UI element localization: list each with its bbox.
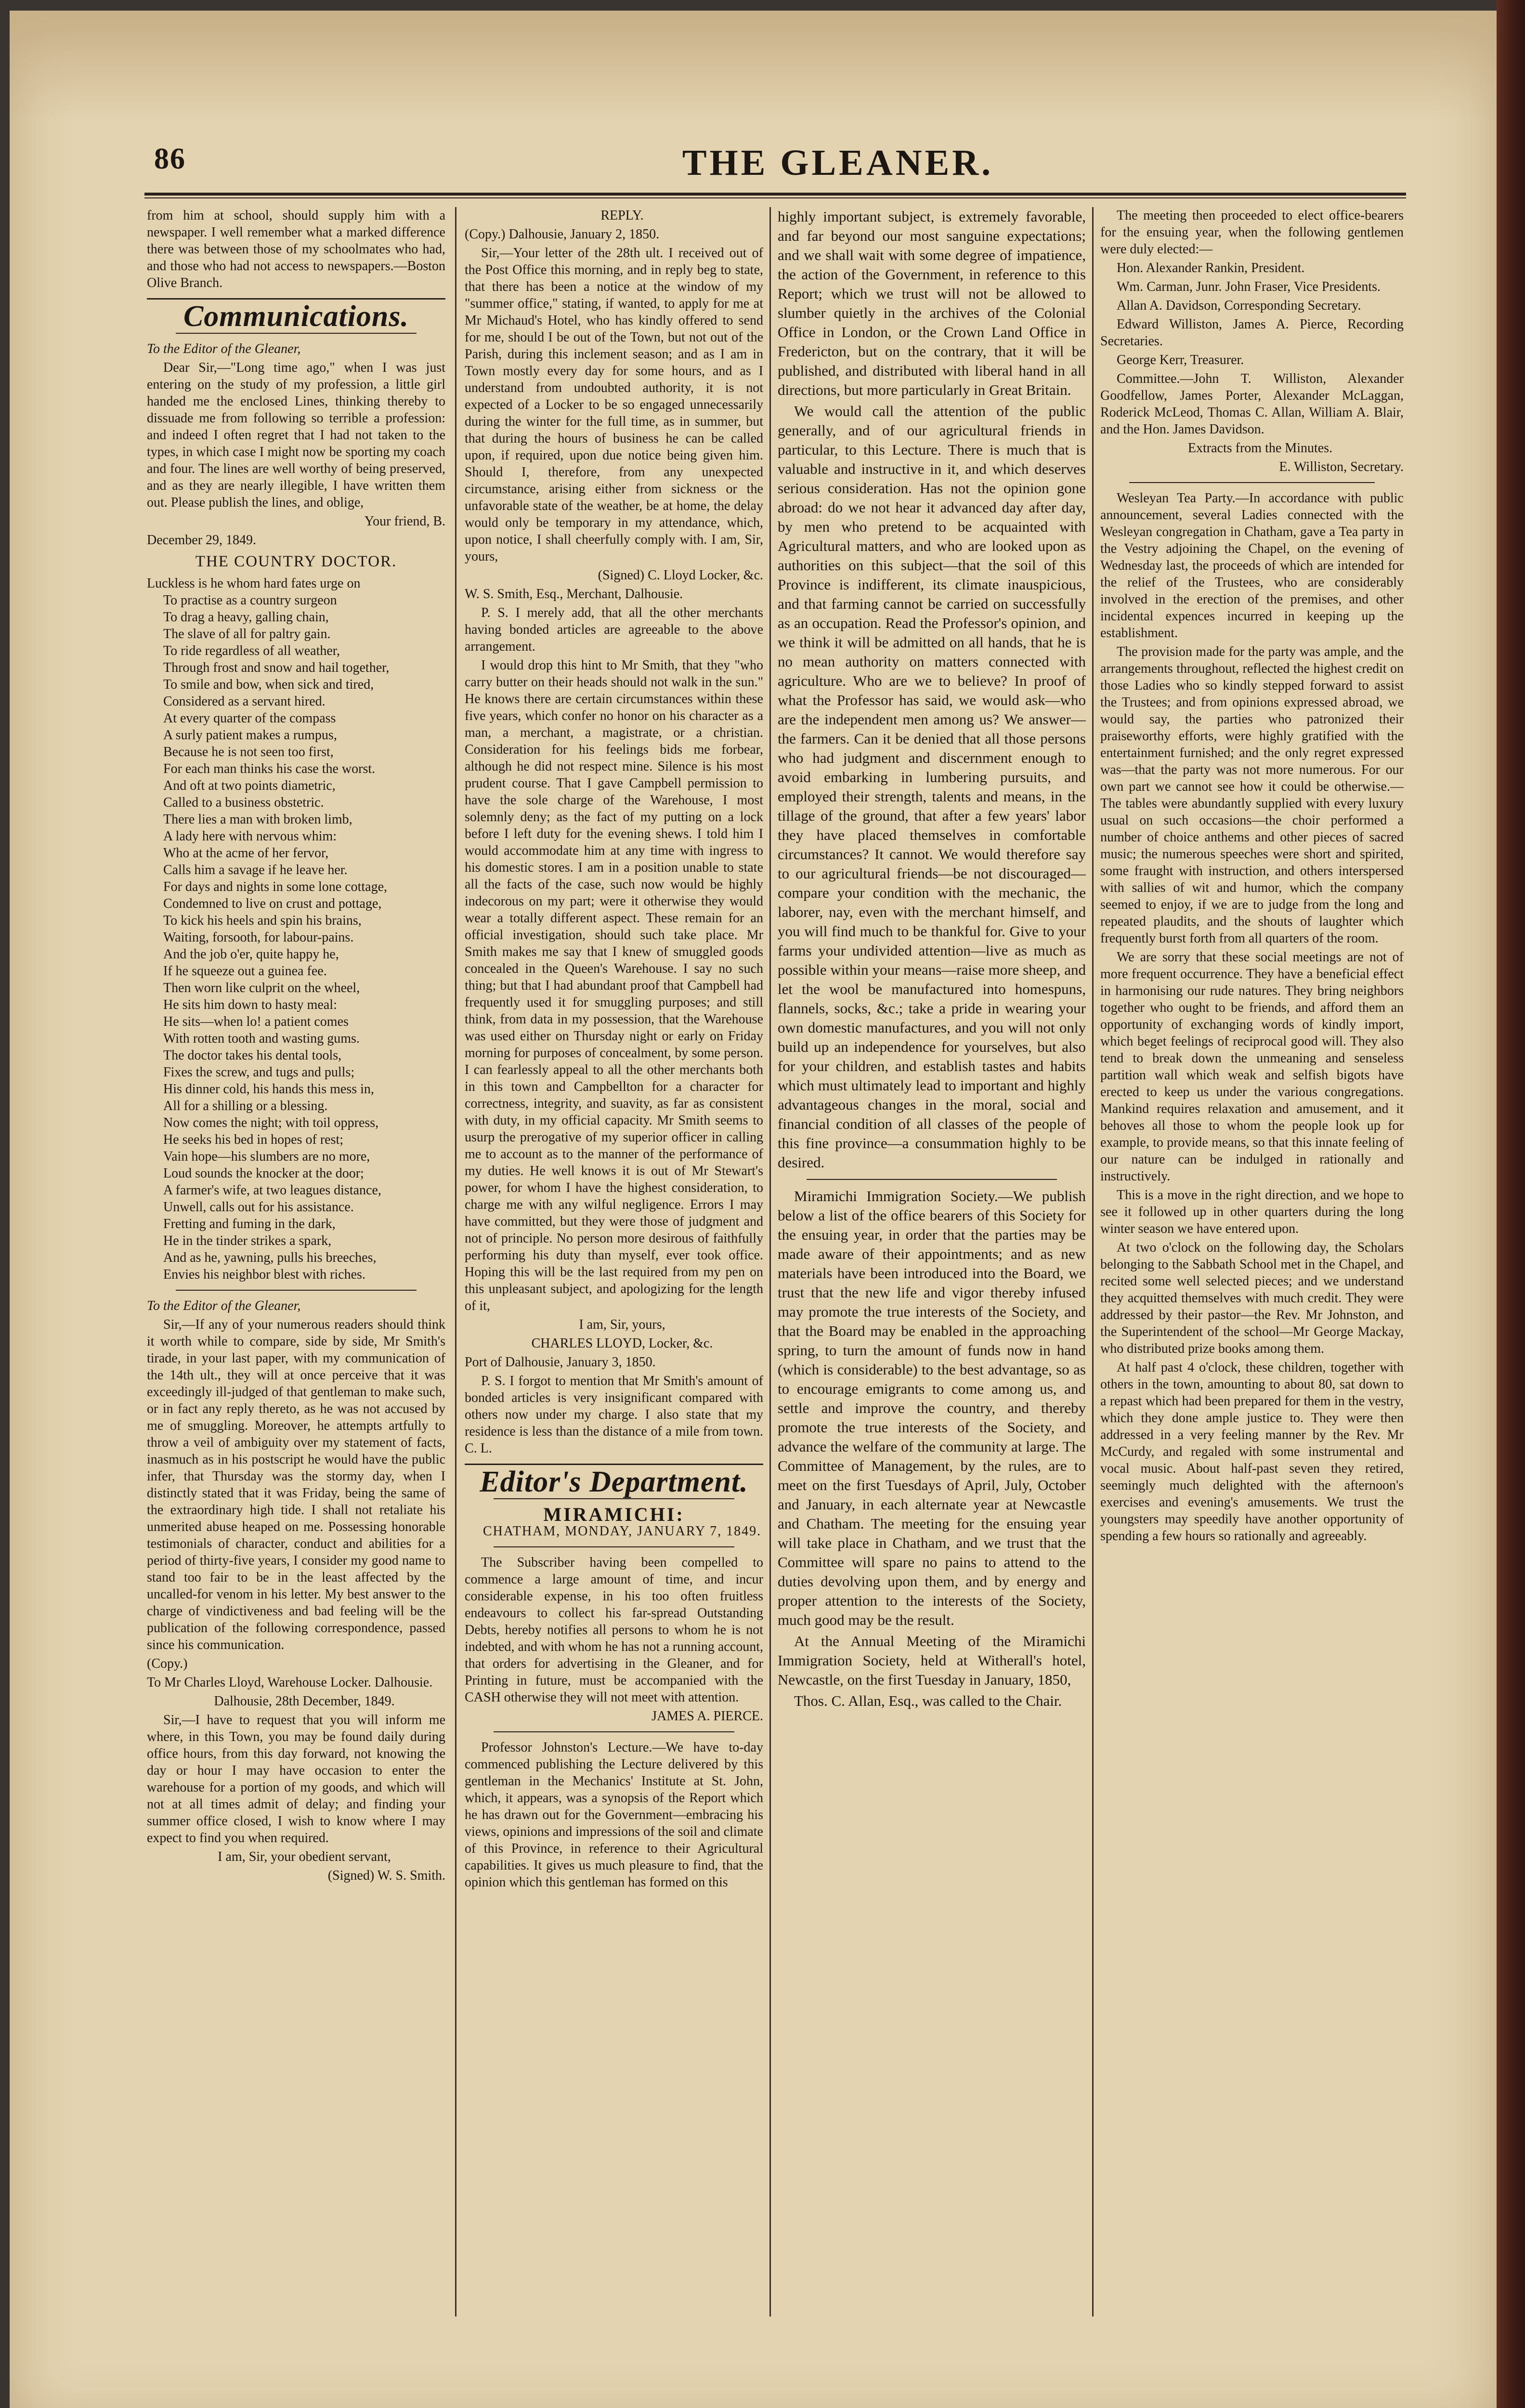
article-johnston-lecture: Professor Johnston's Lecture.—We have to-day commenced publishing the Lecture delivered by this gentleman in the Mechanics' Institute at St. John, which, it appears, was a synopsis of the Report which he has drawn out for the Government—embracing his views, opinions and impressions of the soil and climate of this Province, in reference to their Agricultural capabilities. It gives us much pleasure to find, that the opinion which this gentleman has formed on this bbox=[465, 1740, 763, 1890]
section-title-editors-department: Editor's Department. bbox=[480, 1466, 748, 1498]
poem-line: Considered as a servant hired. bbox=[163, 694, 326, 709]
reply-addressee: W. S. Smith, Esq., Merchant, Dalhousie. bbox=[465, 587, 683, 602]
divider bbox=[465, 1464, 763, 1465]
poem-line: He in the tinder strikes a spark, bbox=[163, 1233, 332, 1248]
article-paragraph: At two o'clock on the following day, the Scholars belonging to the Sabbath School met in the Chapel, and recited some well selected pieces; and we understand they acquitted themselves with much credit. They were addressed by their pastor—the Rev. Mr Johnston, and the Superintendent of the school—Mr George Mackay, who distributed prize books among them. bbox=[1100, 1240, 1404, 1356]
secretary-signature: E. Williston, Secretary. bbox=[1279, 459, 1404, 474]
poem-line: There lies a man with broken limb, bbox=[163, 812, 352, 827]
book-spine bbox=[1497, 0, 1525, 2408]
reply-postscript: P. S. I merely add, that all the other merchants having bonded articles are agreeable to the above arrangement. bbox=[465, 605, 763, 654]
poem-line: All for a shilling or a blessing. bbox=[163, 1099, 328, 1113]
section-title-communications: Communications. bbox=[183, 300, 409, 333]
poem-line: Envies his neighbor blest with riches. bbox=[163, 1267, 365, 1282]
poem-line: Called to a business obstetric. bbox=[163, 795, 324, 810]
reply-copy-line: (Copy.) Dalhousie, January 2, 1850. bbox=[465, 227, 660, 242]
letter-body: I would drop this hint to Mr Smith, that they "who carry butter on their heads should not walk in the sun." He knows there are certain circumstances within these five years, which confer no honor on his character as a man, a merchant, a magistrate, or a christian. Consideration for his feelings bids me forbear, although he did not respect mine. Silence is his most prudent course. That I gave Campbell permission to have the sole charge of the Warehouse, I most solemnly deny; as the fact of my putting on a lock before I left duty for the evening shews. I told him I would accommodate him at any time with ingress to his domestic stores. I am in a position unable to state all the facts of the case, such now would be highly indecorous on my part; were it otherwise they would wear a totally different aspect. These remain for an official investigation, should such take place. Mr Smith makes me say that I knew of smuggled goods concealed in the Queen's Warehouse. I say no such thing; but that I had abundant proof that Campbell had frequently used it for smuggling purposes; and still think, from data in my possession, that the Warehouse was used either on Thursday night or early on Friday morning for purposes of concealment, by some person. I can fearlessly appeal to all the other merchants both in this town and Campbellton for a character for correctness, integrity, and suavity, as far as consistent with duty, in my official capacity. Mr Smith seems to usurp the prerogative of my superior officer in calling me to account as to the manner of the performance of my duties. He well knows it is out of Mr Stewart's power, for whom I have the highest consideration, to charge me with any wilful negligence. Errors I may have committed, but they were those of judgment and not of principle. No person more desirous of faithfully performing his duty than myself, ever took office. Hoping this will be the last required from my pen on this unpleasant subject, and apologizing for the length of it, bbox=[465, 658, 763, 1313]
divider bbox=[147, 298, 445, 300]
dateline-date: CHATHAM, MONDAY, JANUARY 7, 1849. bbox=[482, 1524, 762, 1539]
poem-line: Luckless is he whom hard fates urge on bbox=[147, 576, 361, 591]
article-paragraph: The provision made for the party was ample, and the arrangements throughout, reflected the highest credit on those Ladies who so kindly stepped forward to assist the Trustees; and from opinions expressed abroad, we would say, the parties who patronized their praiseworthy efforts, were highly gratified with the entertainment furnished; and the only regret expressed was—that the party was not more numerous. For our own part we cannot see how it could be otherwise.—The tables were abundantly supplied with every luxury usual on such occasions—the choir performed a number of choice anthems and other pieces of sacred music; the numerous speeches were short and spirited, some fraught with instruction, and others interspersed with sallies of wit and humor, which the company seemed to enjoy, if we are to judge from the long and repeated plaudits, and the shouts of laughter which frequently burst forth from all quarters of the room. bbox=[1100, 644, 1404, 946]
subscriber-notice: The Subscriber having been compelled to commence a large amount of time, and incur considerable expense, in his too often fruitless endeavours to collect his far-spread Outstanding Debts, hereby notifies all persons to whom he is not indebted, and with whom he has not a running account, that orders for advertising in the Gleaner, and for Printing in future, must be accompanied with the CASH otherwise they will not meet with attention. bbox=[465, 1555, 763, 1705]
column-4 bbox=[1100, 207, 1404, 2350]
poem-line: And as he, yawning, pulls his breeches, bbox=[163, 1250, 377, 1265]
column-3 bbox=[778, 207, 1086, 2350]
page-header bbox=[140, 142, 1396, 195]
article-paragraph: At half past 4 o'clock, these children, together with others in the town, amounting to about 80, sat down to a repast which had been prepared for them in the vestry, which they done ample justice to. They were then addressed in a very feeling manner by the Rev. Mr McCurdy, and regaled with some instrumental and vocal music. About half-past seven they retired, seemingly much delighted with the afternoon's exercises and evening's amusements. We trust the youngsters may speedily have another opportunity of spending a few hours so rationally and agreeably. bbox=[1100, 1360, 1404, 1544]
poem-line: At every quarter of the compass bbox=[163, 711, 336, 726]
letter-body: Sir,—I have to request that you will inform me where, in this Town, you may be found daily during office hours, from this day forward, not knowing the day or hour I may have occasion to enter the warehouse for a portion of my goods, and which will not at all times admit of delay; and finding your summer office closed, I wish to know where I may expect to find you when required. bbox=[147, 1713, 445, 1845]
poem-line: He seeks his bed in hopes of rest; bbox=[163, 1132, 344, 1147]
letter-postscript: P. S. I forgot to mention that Mr Smith's amount of bonded articles is very insignificant compared with others now under my charge. I also state that my residence is less than the distance of a mile from town. C. L. bbox=[465, 1374, 763, 1456]
poem-line: A lady here with nervous whim: bbox=[163, 829, 337, 844]
poem-line: Loud sounds the knocker at the door; bbox=[163, 1166, 364, 1181]
article-paragraph: This is a move in the right direction, and we hope to see it followed up in other quarters during the long winter season we have entered upon. bbox=[1100, 1188, 1404, 1236]
divider bbox=[494, 1731, 734, 1732]
article-wesleyan-tea-party: Wesleyan Tea Party.—In accordance with public announcement, several Ladies connected with the Wesleyan congregation in Chatham, gave a Tea party in the Vestry adjoining the Chapel, on the evening of Wednesday last, the proceeds of which are intended for the relief of the Trustees, who are considerably involved in the erection of the premises, and other incidental expences incurred in keeping up the establishment. bbox=[1100, 491, 1404, 641]
page-number: 86 bbox=[154, 143, 186, 175]
article-paragraph: We are sorry that these social meetings are not of more frequent occurrence. They have a beneficial effect in harmonising our rude natures. They bring neighbors together who ought to be friends, and afford them an opportunity of exchanging words of kindly import, which beget feelings of reciprocal good will. They also tend to break down the unmeaning and senseless partition wall which weak and selfish bigots have erected to keep us under the various congregations. Mankind requires relaxation and amusement, and it behoves all those to whom the people look up for example, to provide means, so that this innate feeling of our nature can be indulged in rationally and instructively. bbox=[1100, 950, 1404, 1184]
letter-addressee: To Mr Charles Lloyd, Warehouse Locker. Dalhousie. bbox=[147, 1675, 433, 1690]
poem-title: THE COUNTRY DOCTOR. bbox=[195, 553, 397, 570]
article-immigration-society: Miramichi Immigration Society.—We publish below a list of the office bearers of this Society for the ensuing year, in order that the parties may be made aware of their appointments; and as new materials have been introduced into the Board, we trust that the new life and vigor thereby infused may promote the true interests of the Society, and that the Board may be enabled in the approaching spring, to turn the amount of funds now in hand (which is considerable) to the best advantage, so as to encourage emigrants to come among us, and settle and improve the country, and thereby promote the true interests of the Society, and advance the welfare of the community at large. The Committee of Management, by the rules, are to meet on the first Tuesdays of April, July, October and January, in each alternate year at Newcastle and Chatham. The meeting for the ensuing year will take place in Chatham, and we trust that the Committee will spare no pains to attend to the duties devolving upon them, and by energy and proper attention to the interests of the Society, much good may be the result. bbox=[778, 1188, 1086, 1628]
poem-line: Now comes the night; with toil oppress, bbox=[163, 1115, 379, 1130]
divider bbox=[494, 1498, 734, 1499]
poem-line: And oft at two points diametric, bbox=[163, 778, 336, 793]
divider bbox=[1129, 482, 1375, 483]
officer-entry: Committee.—John T. Williston, Alexander Goodfellow, James Porter, Alexander McLaggan, Roderick McLeod, Thomas C. Allan, William A. Blair, and the Hon. James Davidson. bbox=[1100, 371, 1404, 437]
letter-body: Sir,—If any of your numerous readers should think it worth while to compare, side by side, Mr Smith's tirade, in your last paper, with my communication of the 14th ult., they will at once perceive that it was exceedingly ill-judged of that gentleman to make such, or in fact any reply thereto, as he was not accused by me of smuggling. Moreover, he attempts artfully to throw a veil of ambiguity over my statement of facts, inasmuch as in his postscript he would have the public infer, that Thursday was the stormy day, when I distinctly stated that it was Friday, being the same of the extraordinary high tide. I shall not retaliate his unmerited abuse heaped on me. Possessing honorable testimonials of character, conduct and abilities for a period of thirty-five years, I consider my good name to stand too fair to be in the least affected by the uncalled-for venom in his letter. My best answer to the charge of vindictiveness and bad feeling will be the publication of the following correspondence, passed since his communication. bbox=[147, 1317, 445, 1652]
reply-heading: REPLY. bbox=[600, 208, 644, 223]
poem-line: Then worn like culprit on the wheel, bbox=[163, 981, 360, 995]
column-rule bbox=[455, 207, 456, 2316]
worn-top-edge bbox=[10, 11, 1497, 121]
salutation: To the Editor of the Gleaner, bbox=[147, 341, 301, 356]
reply-signature: (Signed) C. Lloyd Locker, &c. bbox=[598, 568, 763, 583]
letter-date: December 29, 1849. bbox=[147, 533, 257, 548]
officer-entry: Allan A. Davidson, Corresponding Secretary. bbox=[1117, 298, 1361, 313]
column-1 bbox=[147, 207, 445, 2350]
poem-line: To drag a heavy, galling chain, bbox=[163, 610, 329, 625]
officer-entry: Wm. Carman, Junr. John Fraser, Vice Presidents. bbox=[1117, 279, 1381, 294]
meeting-election: The meeting then proceeded to elect office-bearers for the ensuing year, when the following gentlemen were duly elected:— bbox=[1100, 208, 1404, 257]
letter-close: I am, Sir, yours, bbox=[579, 1317, 665, 1332]
column-rule bbox=[769, 207, 771, 2316]
poem-line: Because he is not seen too first, bbox=[163, 745, 334, 759]
divider bbox=[176, 1290, 417, 1291]
poem-line: To smile and bow, when sick and tired, bbox=[163, 677, 374, 692]
poem-line: He sits him down to hasty meal: bbox=[163, 997, 337, 1012]
poem-line: A surly patient makes a rumpus, bbox=[163, 728, 337, 743]
header-rule-thin bbox=[144, 197, 1406, 198]
poem-line: For days and nights in some lone cottage, bbox=[163, 879, 388, 894]
poem-line: A farmer's wife, at two leagues distance, bbox=[163, 1183, 381, 1198]
header-rule bbox=[144, 193, 1406, 196]
poem-line: Condemned to live on crust and pottage, bbox=[163, 896, 382, 911]
poem-line: He sits—when lo! a patient comes bbox=[163, 1014, 349, 1029]
poem-line: Who at the acme of her fervor, bbox=[163, 846, 329, 861]
letter-signoff: Your friend, B. bbox=[364, 514, 445, 529]
divider bbox=[176, 333, 417, 334]
letter-close: I am, Sir, your obedient servant, bbox=[218, 1849, 391, 1864]
letter-signature: CHARLES LLOYD, Locker, &c. bbox=[531, 1336, 713, 1351]
meeting-chair: Thos. C. Allan, Esq., was called to the Chair. bbox=[794, 1692, 1062, 1709]
copy-label: (Copy.) bbox=[147, 1656, 188, 1671]
meeting-notice: At the Annual Meeting of the Miramichi Immigration Society, held at Witherall's hotel, Newcastle, on the first Tuesday in January, 1850, bbox=[778, 1633, 1086, 1688]
poem-line: Waiting, forsooth, for labour-pains. bbox=[163, 930, 354, 945]
officer-entry: Edward Williston, James A. Pierce, Recording Secretaries. bbox=[1100, 317, 1404, 349]
poem-line: Unwell, calls out for his assistance. bbox=[163, 1200, 354, 1215]
poem-line: And the job o'er, quite happy he, bbox=[163, 947, 339, 962]
poem-line: Fretting and fuming in the dark, bbox=[163, 1217, 336, 1231]
masthead: THE GLEANER. bbox=[682, 143, 994, 183]
poem-line: His dinner cold, his hands this mess in, bbox=[163, 1082, 374, 1097]
officer-entry: George Kerr, Treasurer. bbox=[1117, 353, 1244, 367]
dateline-city: MIRAMICHI: bbox=[543, 1504, 685, 1525]
poem-line: Fixes the screw, and tugs and pulls; bbox=[163, 1065, 355, 1080]
officer-entry: Hon. Alexander Rankin, President. bbox=[1117, 261, 1305, 275]
poem bbox=[147, 575, 445, 1283]
article-continuation: highly important subject, is extremely favorable, and far beyond our most sanguine expectations; and we shall wait with some degree of impatience, the action of the Government, in reference to this Report; which we trust will not be allowed to slumber quietly in the archives of the Colonial Office in London, or the Crown Land Office in Fredericton, but on the contrary, that it will be published, and distributed with liberal hand in all directions, but more particularly in Great Britain. bbox=[778, 208, 1086, 398]
poem-line: For each man thinks his case the worst. bbox=[163, 761, 376, 776]
poem-line: To ride regardless of all weather, bbox=[163, 643, 340, 658]
article-tail: from him at school, should supply him with a newspaper. I well remember what a marked difference there was between those of my schoolmates who had, and those who had not access to newspapers.—Boston Olive Branch. bbox=[147, 208, 445, 290]
reply-body: Sir,—Your letter of the 28th ult. I received out of the Post Office this morning, and in reply beg to state, that there has been a notice at the window of my "summer office," stating, if wanted, to apply for me at Mr Michaud's Hotel, who has kindly offered to send for me, should I be out of the Town, but not out of the Parish, during this inclement season; and as I am in Town mostly every day for some hours, and as I understand from undoubted authority, it is not expected of a Locker to be so engaged unnecessarily during the winter for the full time, as in summer, but that during the hours of business he can be called upon, if required, upon due notice being given him. Should I, therefore, from any unexpected circumstance, arising either from sickness or the unfavorable state of the weather, be at home, the delay would only be temporary in my attendance, which, upon notice, I shall cheerfully comply with. I am, Sir, yours, bbox=[465, 246, 763, 564]
column-rule bbox=[1092, 207, 1094, 2316]
poem-line: Vain hope—his slumbers are no more, bbox=[163, 1149, 370, 1164]
poem-line: To kick his heels and spin his brains, bbox=[163, 913, 362, 928]
divider bbox=[807, 1179, 1057, 1180]
article-paragraph: We would call the attention of the public generally, and of our agricultural friends in particular, to this Lecture. There is much that is valuable and instructive in it, and which deserves serious consideration. Has not the opinion gone abroad: do we not hear it advanced day after day, by men who pretend to be acquainted with Agricultural matters, and who are looked upon as authorities on this subject—that the soil of this Province is indifferent, its climate inauspicious, and that farming cannot be carried on successfully as an occupation. Read the Professor's opinion, and we think it will be admitted on all hands, that he is no mean authority on matters connected with agriculture. Who are we to believe? In proof of what the Professor has said, we would ask—who are the independent men among us? We answer—the farmers. Can it be denied that all those persons who had judgment and discernment enough to avoid embarking in lumbering pursuits, and employed their strength, talents and means, in the tillage of the ground, that after a few years' labor they have placed themselves in comfortable circumstances? It cannot. We would therefore say to our agricultural friends—be not discouraged—compare your condition with the mechanic, the laborer, nay, even with the merchant himself, and you will find much to be thankful for. Give to your farms your undivided attention—live as much as possible within your means—raise more sheep, and let the wool be manufactured into homespuns, flannels, socks, &c.; take a pride in wearing your own domestic manufactures, and you will not only build up an independence for yourselves, but also for your children, and establish tastes and habits which must ultimately lead to important and highly advantageous changes in the moral, social and financial condition of all classes of the people of this fine province—a consummation highly to be desired. bbox=[778, 403, 1086, 1171]
poem-line: The doctor takes his dental tools, bbox=[163, 1048, 342, 1063]
letter-place: Port of Dalhousie, January 3, 1850. bbox=[465, 1355, 656, 1370]
letter-body: Dear Sir,—"Long time ago," when I was just entering on the study of my profession, a little girl handed me the enclosed Lines, thinking thereby to dissuade me from following so terrible a profession: and indeed I often regret that I had not taken to the types, in which case I might now be sporting my coach and four. The lines are well worthy of being preserved, and as they are nearly illegible, I have written them out. Please publish the lines, and oblige, bbox=[147, 360, 445, 510]
letter-signature: (Signed) W. S. Smith. bbox=[327, 1868, 445, 1883]
column-2 bbox=[465, 207, 763, 2350]
poem-line: Through frost and snow and hail together, bbox=[163, 660, 390, 675]
poem-line: With rotten tooth and wasting gums. bbox=[163, 1031, 360, 1046]
minutes-extract: Extracts from the Minutes. bbox=[1187, 441, 1333, 456]
letter-date: Dalhousie, 28th December, 1849. bbox=[214, 1694, 395, 1709]
poem-line: The slave of all for paltry gain. bbox=[163, 627, 331, 641]
divider bbox=[494, 1546, 734, 1547]
poem-line: Calls him a savage if he leave her. bbox=[163, 863, 348, 877]
notice-signature: JAMES A. PIERCE. bbox=[652, 1709, 763, 1724]
salutation: To the Editor of the Gleaner, bbox=[147, 1298, 301, 1313]
poem-line: If he squeeze out a guinea fee. bbox=[163, 964, 327, 979]
poem-line: To practise as a country surgeon bbox=[163, 593, 337, 608]
